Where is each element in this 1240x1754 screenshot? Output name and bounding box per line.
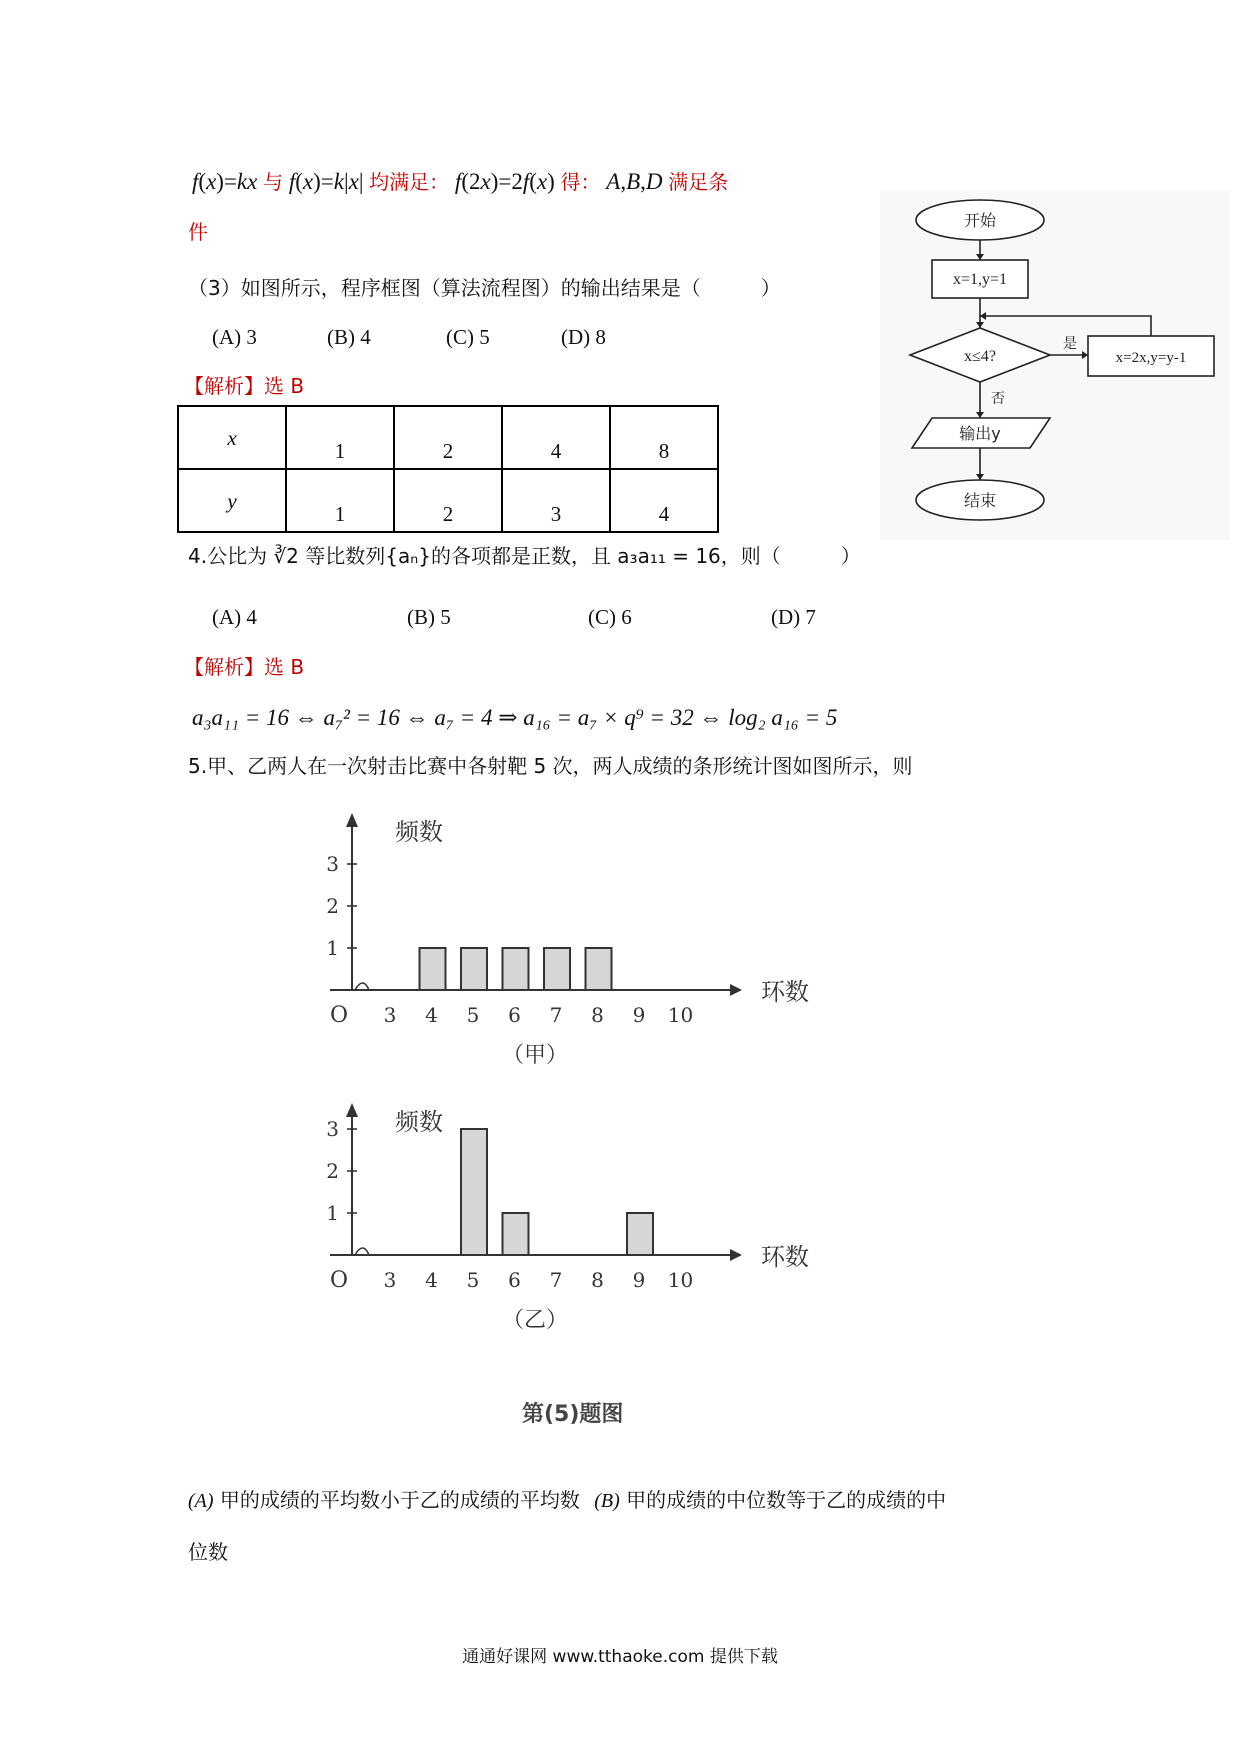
flowchart-init-label: x=1,y=1 <box>952 271 1008 288</box>
option-b-label: (B) <box>594 1490 620 1512</box>
x-tick-label: 7 <box>549 1003 563 1027</box>
flowchart <box>880 190 1230 540</box>
flowchart-start-label: 开始 <box>963 211 997 230</box>
q5-option-a <box>188 1490 946 1511</box>
bar <box>627 1213 653 1255</box>
x-tick-label: 4 <box>425 1268 438 1292</box>
x-tick-label: 3 <box>383 1003 397 1027</box>
y-tick-label: 3 <box>326 1117 339 1141</box>
q5-option-b-continuation: 位数 <box>188 1540 228 1564</box>
option-a-label: (A) <box>188 1490 214 1512</box>
x-tick-label: 8 <box>591 1003 604 1027</box>
y-tick-label: 1 <box>326 1201 339 1225</box>
y-tick-label: 2 <box>326 1159 339 1183</box>
x-axis-arrow <box>730 984 742 996</box>
table-head-cell: y <box>178 469 286 532</box>
x-axis-label: 环数 <box>761 978 809 1006</box>
chart-title: （乙） <box>501 1308 569 1333</box>
q3-option-a: (A) 3 <box>212 325 257 349</box>
option-b-text: 甲的成绩的中位数等于乙的成绩的中 <box>626 1488 947 1512</box>
table-row <box>178 406 718 469</box>
y-axis-arrow <box>346 1103 358 1117</box>
q4-option-d: (D) 7 <box>771 605 816 629</box>
analysis-choice: 选 B <box>264 374 305 398</box>
table-cell: 8 <box>610 406 718 469</box>
bar <box>461 948 487 990</box>
q3-option-b: (B) 4 <box>327 325 371 349</box>
q4-option-c: (C) 6 <box>588 605 632 629</box>
q4-stem: 4.公比为 ∛2 等比数列{aₙ}的各项都是正数，且 a₃a₁₁ = 16，则（ ） <box>188 544 861 568</box>
y-tick-label: 1 <box>326 936 339 960</box>
table-head-cell: x <box>178 406 286 469</box>
q4-option-b: (B) 5 <box>407 605 451 629</box>
chart-title: （甲） <box>501 1043 569 1068</box>
bar <box>503 1213 529 1255</box>
analysis-label: 【解析】 <box>184 374 264 398</box>
value-table <box>177 405 719 533</box>
analysis-choice: 选 B <box>264 655 305 679</box>
flowchart-cond-label: x≤4? <box>964 348 996 365</box>
table-cell: 4 <box>502 406 610 469</box>
bar-chart-jia <box>326 805 910 1090</box>
y-axis-arrow <box>346 813 358 827</box>
axis-break-mark <box>355 1248 369 1255</box>
x-tick-label: 10 <box>667 1003 694 1027</box>
x-axis-label: 环数 <box>761 1243 809 1271</box>
figure-caption: 第(5)题图 <box>522 1402 624 1427</box>
bar <box>503 948 529 990</box>
option-a-text: 甲的成绩的平均数小于乙的成绩的平均数 <box>219 1488 580 1512</box>
solution-text-continuation: 件 <box>188 220 208 244</box>
flowchart-end-label: 结束 <box>963 491 997 510</box>
q4-analysis <box>184 657 304 677</box>
x-tick-label: 9 <box>632 1003 646 1027</box>
x-tick-label: 5 <box>466 1003 480 1027</box>
y-axis-label: 频数 <box>395 1108 443 1136</box>
x-tick-label: 6 <box>508 1003 521 1027</box>
y-tick-label: 2 <box>326 894 339 918</box>
bar <box>461 1129 487 1255</box>
origin-label: O <box>330 1003 349 1028</box>
q3-option-c: (C) 5 <box>446 325 490 349</box>
table-cell: 1 <box>286 406 394 469</box>
x-tick-label: 3 <box>383 1268 397 1292</box>
table-row <box>178 469 718 532</box>
x-tick-label: 8 <box>591 1268 604 1292</box>
q4-option-a: (A) 4 <box>212 605 257 629</box>
flowchart-yes-label: 是 <box>1063 336 1077 352</box>
bar-chart-yi <box>326 1095 910 1355</box>
q5-stem: 5.甲、乙两人在一次射击比赛中各射靶 5 次，两人成绩的条形统计图如图所示，则 <box>188 754 913 778</box>
table-cell: 2 <box>394 406 502 469</box>
q4-derivation: a₃a₁₁ = 16 ⇔ a₇² = 16 ⇔ a₇ = 4 ⇒ a₁₆ = a₇ × q⁹ = 32 ⇔ log₂ a₁₆ = 5 <box>192 705 838 730</box>
origin-label: O <box>330 1268 349 1293</box>
x-tick-label: 7 <box>549 1268 563 1292</box>
analysis-label: 【解析】 <box>184 655 264 679</box>
flowchart-output-label: 输出y <box>959 424 1001 443</box>
q3-option-d: (D) 8 <box>561 325 606 349</box>
table-cell: 1 <box>286 469 394 532</box>
q3-analysis <box>184 376 304 396</box>
x-tick-label: 10 <box>667 1268 694 1292</box>
solution-text-line: f(x)=kx 与 f(x)=k|x| 均满足： f(2x)=2f(x) 得： A,B,D 满足条 <box>192 169 729 194</box>
bar <box>420 948 446 990</box>
flowchart-update-label: x=2x,y=y-1 <box>1115 350 1187 366</box>
table-cell: 3 <box>502 469 610 532</box>
flowchart-no-label: 否 <box>991 391 1005 407</box>
x-tick-label: 6 <box>508 1268 521 1292</box>
q3-stem: （3）如图所示，程序框图（算法流程图）的输出结果是（ ） <box>188 276 781 300</box>
page-footer: 通通好课网 www.tthaoke.com 提供下载 <box>462 1647 778 1667</box>
axis-break-mark <box>355 983 369 990</box>
y-axis-label: 频数 <box>395 818 443 846</box>
table-cell: 2 <box>394 469 502 532</box>
y-tick-label: 3 <box>326 852 339 876</box>
table-cell: 4 <box>610 469 718 532</box>
x-axis-arrow <box>730 1249 742 1261</box>
bar <box>586 948 612 990</box>
bar <box>544 948 570 990</box>
x-tick-label: 9 <box>632 1268 646 1292</box>
x-tick-label: 5 <box>466 1268 480 1292</box>
x-tick-label: 4 <box>425 1003 438 1027</box>
